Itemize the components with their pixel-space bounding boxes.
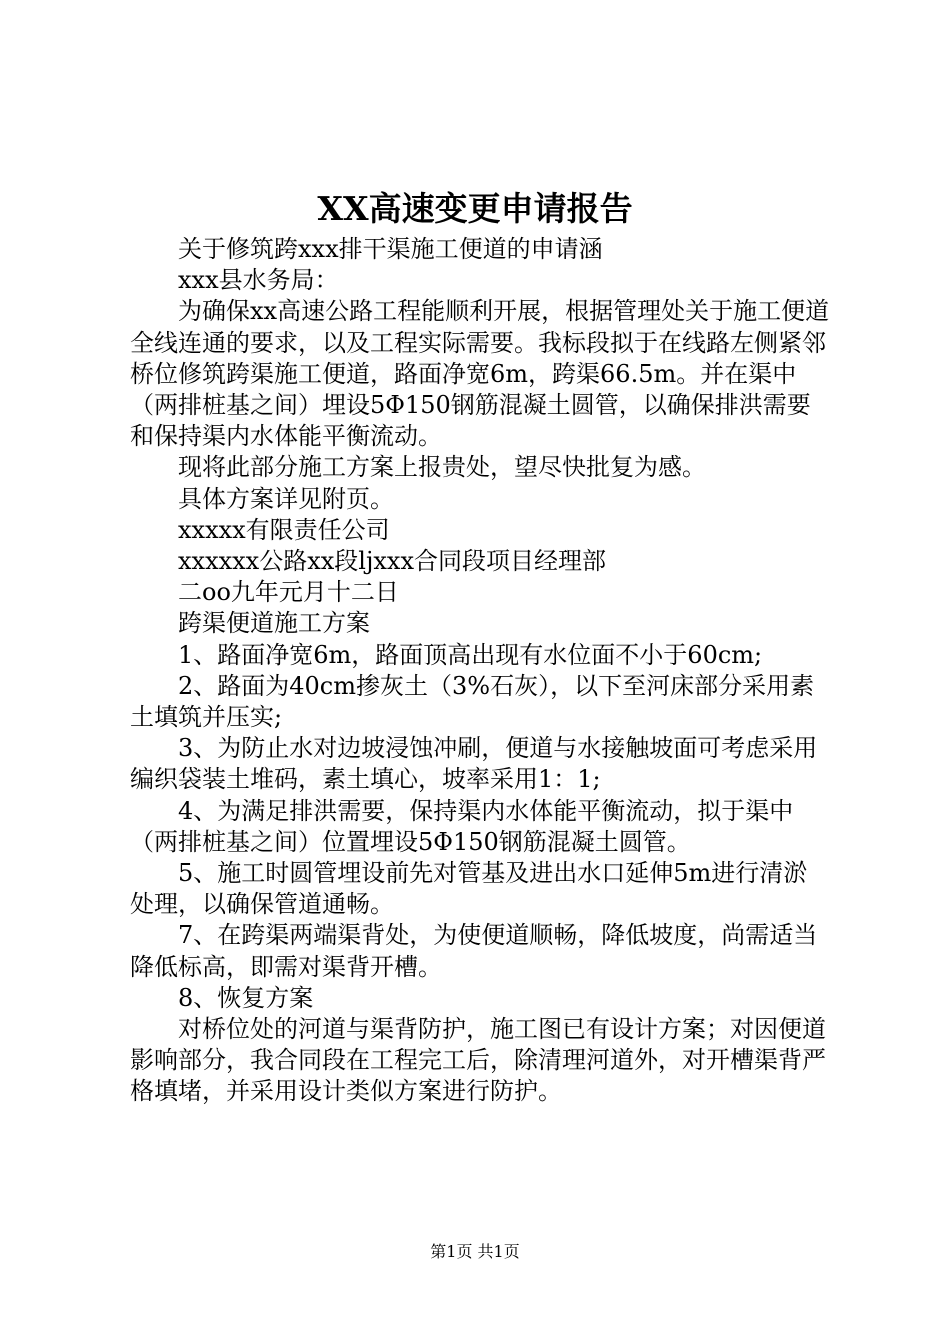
paragraph-item-2: 2、路面为40cm掺灰土（3%石灰），以下至河床部分采用素土填筑并压实; — [130, 671, 815, 732]
paragraph-item-7: 7、在跨渠两端渠背处，为使便道顺畅，降低坡度，尚需适当降低标高，即需对渠背开槽。 — [130, 921, 818, 981]
paragraph-subject: 关于修筑跨xxx排干渠施工便道的申请涵 — [178, 235, 603, 263]
paragraph-item-8: 8、恢复方案 — [178, 983, 314, 1012]
paragraph-item-5: 5、施工时圆管埋设前先对管基及进出水口延伸5m进行清淤处理，以确保管道通畅。 — [130, 859, 808, 919]
paragraph-item-4: 4、为满足排洪需要，保持渠内水体能平衡流动，拟于渠中（两排桩基之间）位置埋设5Φ150钢筋混凝土圆管。 — [130, 796, 794, 856]
paragraph-recipient: xxx县水务局： — [178, 266, 339, 295]
paragraph-plan-heading: 跨渠便道施工方案 — [178, 609, 370, 638]
paragraph-date: 二oo九年元月十二日 — [178, 578, 399, 607]
paragraph-department: xxxxxx公路xx段ljxxx合同段项目经理部 — [178, 547, 607, 576]
document-body — [130, 234, 830, 1108]
paragraph-attachment: 具体方案详见附页。 — [178, 484, 394, 513]
paragraph-item-3: 3、为防止水对边坡浸蚀冲刷，便道与水接触坡面可考虑采用编织袋装土堆码，素土填心，坡率采用1：1; — [130, 734, 818, 794]
paragraph-request: 现将此部分施工方案上报贵处，望尽快批复为感。 — [178, 453, 706, 482]
page-footer: 第1页 共1页 — [430, 1242, 520, 1261]
document-title: XX高速变更申请报告 — [317, 189, 633, 228]
paragraph-item-1: 1、路面净宽6m，路面顶高出现有水位面不小于60cm; — [178, 640, 763, 669]
paragraph-restoration: 对桥位处的河道与渠背防护，施工图已有设计方案；对因便道影响部分，我合同段在工程完工后，除清理河道外，对开槽渠背严格填堵，并采用设计类似方案进行防护。 — [130, 1015, 826, 1106]
paragraph-company: xxxxx有限责任公司 — [178, 515, 390, 544]
paragraph-main: 为确保xx高速公路工程能顺利开展，根据管理处关于施工便道全线连通的要求，以及工程实际需要。我标段拟于在线路左侧紧邻桥位修筑跨渠施工便道，路面净宽6m，跨渠66.5m。并在渠中（两排桩基之间）埋设5Φ150钢筋混凝土圆管，以确保排洪需要和保持渠内水体能平衡流动。 — [130, 297, 830, 451]
